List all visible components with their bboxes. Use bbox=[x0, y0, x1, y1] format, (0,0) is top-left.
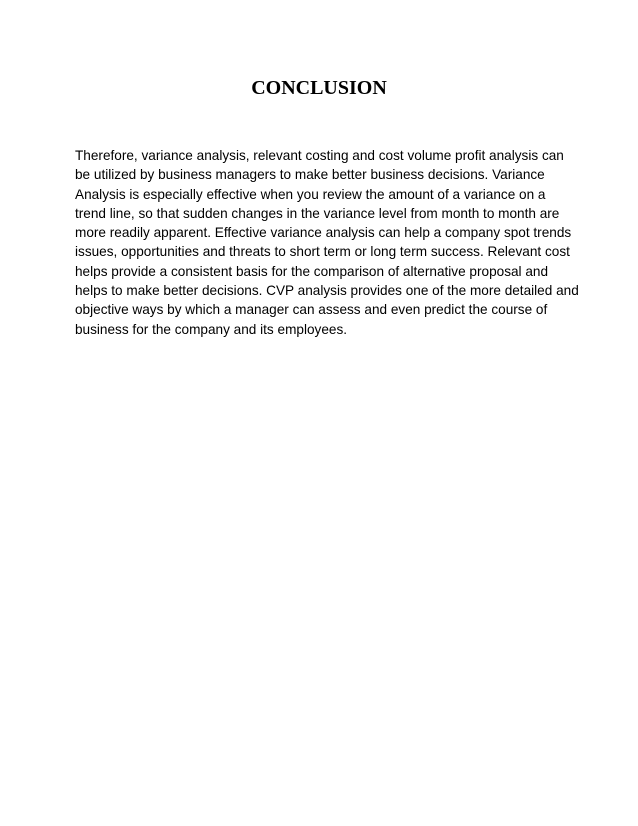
page-title: CONCLUSION bbox=[251, 77, 387, 99]
paragraph-line: objective ways by which a manager can assess and even predict the course of bbox=[75, 302, 548, 318]
paragraph-line: trend line, so that sudden changes in the variance level from month to month are bbox=[75, 205, 560, 221]
paragraph-line: more readily apparent. Effective variance analysis can help a company spot trends bbox=[75, 225, 572, 241]
paragraph-line: helps provide a consistent basis for the comparison of alternative proposal and bbox=[75, 263, 549, 279]
paragraph-line: issues, opportunities and threats to short term or long term success. Relevant cost bbox=[75, 244, 570, 260]
paragraph-line: be utilized by business managers to make better business decisions. Variance bbox=[75, 167, 545, 183]
paragraph-line: Therefore, variance analysis, relevant costing and cost volume profit analysis can bbox=[75, 148, 564, 163]
paragraph-line: helps to make better decisions. CVP analysis provides one of the more detailed and bbox=[75, 283, 579, 299]
paragraph-line: business for the company and its employees. bbox=[75, 321, 348, 337]
conclusion-paragraph bbox=[75, 146, 579, 339]
paragraph-line: Analysis is especially effective when you review the amount of a variance on a bbox=[75, 186, 546, 202]
